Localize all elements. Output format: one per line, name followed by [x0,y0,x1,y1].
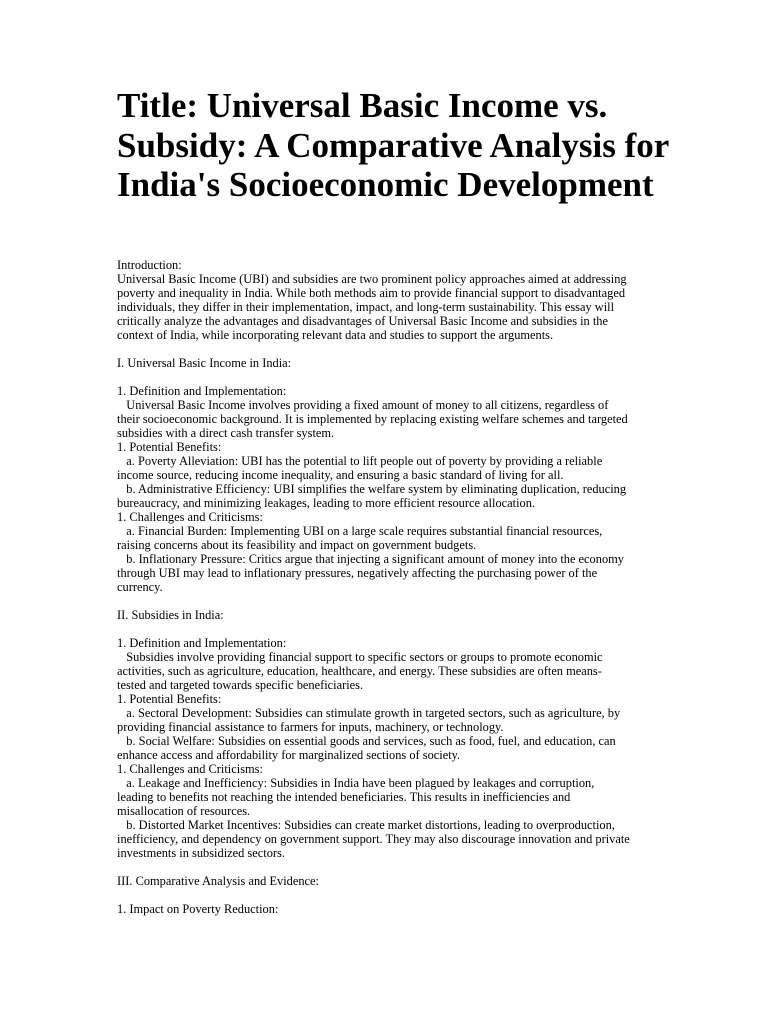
text-line: 1. Definition and Implementation: [117,384,287,398]
text-line: currency. [117,580,163,594]
text-line: enhance access and affordability for marginalized sections of society. [117,748,461,762]
text-line: their socioeconomic background. It is implemented by replacing existing welfare schemes and targeted [117,412,628,426]
text-line: subsidies with a direct cash transfer system. [117,426,335,440]
text-line: b. Inflationary Pressure: Critics argue that injecting a significant amount of money into the economy [117,552,624,566]
blank-line [117,594,653,608]
text-line: tested and targeted towards specific beneficiaries. [117,678,364,692]
text-line: poverty and inequality in India. While both methods aim to provide financial support to disadvantaged [117,286,626,300]
text-line: misallocation of resources. [117,804,251,818]
text-line: II. Subsidies in India: [117,608,224,622]
text-line: 1. Challenges and Criticisms: [117,762,263,776]
text-line: Universal Basic Income (UBI) and subsidies are two prominent policy approaches aimed at addressing [117,272,627,286]
text-line: inefficiency, and dependency on government support. They may also discourage innovation and private [117,832,630,846]
text-line: b. Distorted Market Incentives: Subsidies can create market distortions, leading to overproduction, [117,818,615,832]
text-line: Universal Basic Income involves providing a fixed amount of money to all citizens, regardless of [117,398,609,412]
blank-line [117,888,653,902]
text-line: bureaucracy, and minimizing leakages, leading to more efficient resource allocation. [117,496,536,510]
text-line: b. Social Welfare: Subsidies on essential goods and services, such as food, fuel, and education, can [117,734,616,748]
text-line: a. Leakage and Inefficiency: Subsidies in India have been plagued by leakages and corruption, [117,776,595,790]
text-line: 1. Challenges and Criticisms: [117,510,263,524]
text-line: 1. Impact on Poverty Reduction: [117,902,279,916]
text-line: a. Sectoral Development: Subsidies can stimulate growth in targeted sectors, such as agriculture, by [117,706,621,720]
text-line: a. Financial Burden: Implementing UBI on a large scale requires substantial financial resources, [117,524,603,538]
blank-line [117,860,653,874]
text-line: critically analyze the advantages and disadvantages of Universal Basic Income and subsidies in the [117,314,608,328]
document-title: Title: Universal Basic Income vs. Subsidy: A Comparative Analysis for India's Socioeconomic Development [117,86,669,204]
text-line: providing financial assistance to farmers for inputs, machinery, or technology. [117,720,504,734]
text-line: leading to benefits not reaching the intended beneficiaries. This results in inefficiencies and [117,790,571,804]
blank-line [117,342,653,356]
text-line: III. Comparative Analysis and Evidence: [117,874,319,888]
text-line: a. Poverty Alleviation: UBI has the potential to lift people out of poverty by providing a reliable [117,454,603,468]
blank-line [117,622,653,636]
text-line: investments in subsidized sectors. [117,846,285,860]
text-line: b. Administrative Efficiency: UBI simplifies the welfare system by eliminating duplication, reducing [117,482,627,496]
text-line: I. Universal Basic Income in India: [117,356,292,370]
text-line: Introduction: [117,258,182,272]
text-line: context of India, while incorporating relevant data and studies to support the arguments. [117,328,554,342]
text-line: 1. Potential Benefits: [117,440,222,454]
text-line: activities, such as agriculture, education, healthcare, and energy. These subsidies are often means- [117,664,602,678]
text-line: raising concerns about its feasibility and impact on government budgets. [117,538,477,552]
document-body [117,258,653,916]
text-line: 1. Definition and Implementation: [117,636,287,650]
text-line: through UBI may lead to inflationary pressures, negatively affecting the purchasing power of the [117,566,598,580]
text-line: 1. Potential Benefits: [117,692,222,706]
text-line: Subsidies involve providing financial support to specific sectors or groups to promote economic [117,650,603,664]
text-line: individuals, they differ in their implementation, impact, and long-term sustainability. This essay will [117,300,615,314]
blank-line [117,370,653,384]
text-line: income source, reducing income inequality, and ensuring a basic standard of living for all. [117,468,564,482]
